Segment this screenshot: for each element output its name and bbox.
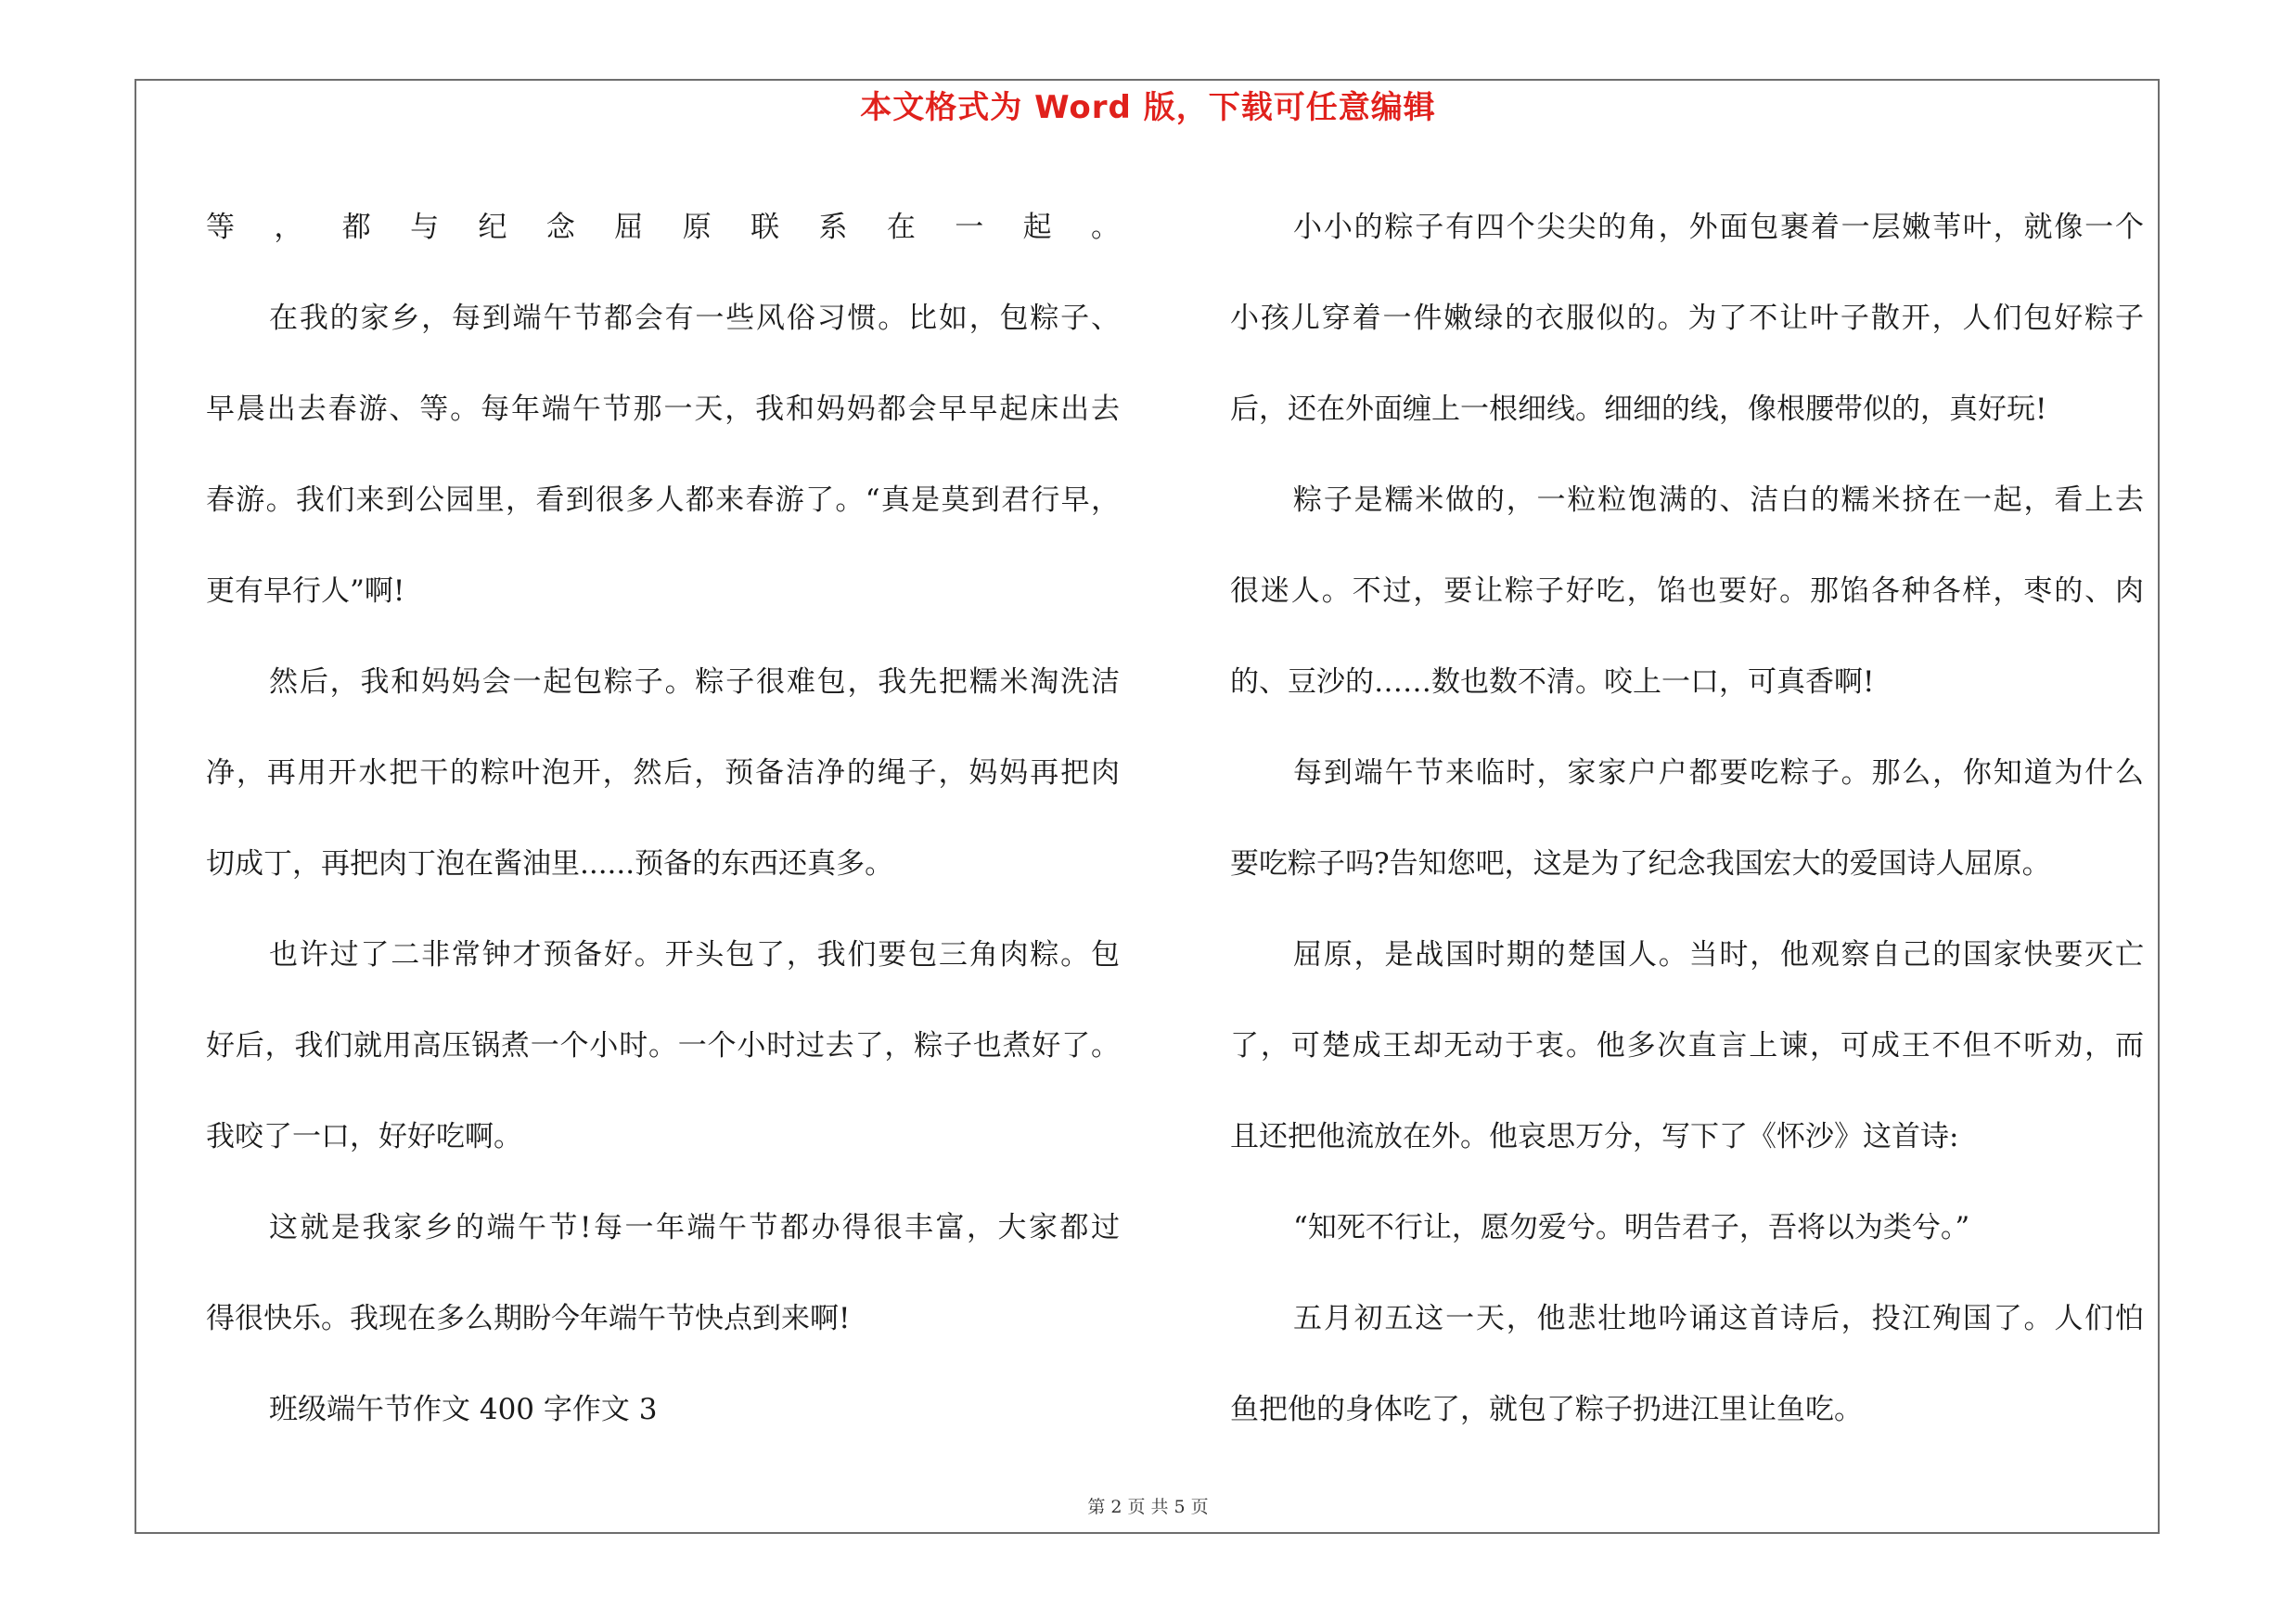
left-column xyxy=(206,182,1120,1455)
text-line: 也许过了二非常钟才预备好。开头包了，我们要包三角肉粽。包 xyxy=(269,938,1120,972)
text-line: 鱼把他的身体吃了，就包了粽子扔进江里让鱼吃。 xyxy=(1230,1393,1863,1426)
text-line: 在我的家乡，每到端午节都会有一些风俗习惯。比如，包粽子、 xyxy=(269,302,1120,335)
text-line: 好后，我们就用高压锅煮一个小时。一个小时过去了，粽子也煮好了。 xyxy=(206,1029,1120,1063)
text-line: 了，可楚成王却无动于衷。他多次直言上谏，可成王不但不听劝，而 xyxy=(1230,1029,2144,1063)
text-line: 要吃粽子吗?告知您吧，这是为了纪念我国宏大的爱国诗人屈原。 xyxy=(1230,847,2051,881)
text-line: 春游。我们来到公园里，看到很多人都来春游了。“真是莫到君行早， xyxy=(206,483,1120,517)
text-line: 很迷人。不过，要让粽子好吃，馅也要好。那馅各种各样，枣的、肉 xyxy=(1230,574,2144,608)
text-line: 这就是我家乡的端午节!每一年端午节都办得很丰富，大家都过 xyxy=(269,1211,1120,1244)
text-line: 屈原，是战国时期的楚国人。当时，他观察自己的国家快要灭亡 xyxy=(1293,938,2144,972)
poem-quote: “知死不行让，愿勿爱兮。明告君子，吾将以为类兮。” xyxy=(1293,1211,1970,1244)
text-line: 更有早行人”啊! xyxy=(206,574,405,608)
section-heading: 班级端午节作文 400 字作文 3 xyxy=(269,1393,658,1426)
text-line: 小孩儿穿着一件嫩绿的衣服似的。为了不让叶子散开，人们包好粽子 xyxy=(1230,302,2144,335)
text-line: 净，再用开水把干的粽叶泡开，然后，预备洁净的绳子，妈妈再把肉 xyxy=(206,756,1120,790)
text-line: 每到端午节来临时，家家户户都要吃粽子。那么，你知道为什么 xyxy=(1293,756,2144,790)
text-line: 且还把他流放在外。他哀思万分，写下了《怀沙》这首诗: xyxy=(1230,1120,1959,1153)
text-line: 早晨出去春游、等。每年端午节那一天，我和妈妈都会早早起床出去 xyxy=(206,393,1120,426)
text-line: 我咬了一口，好好吃啊。 xyxy=(206,1120,522,1153)
text-line: 后，还在外面缠上一根细线。细细的线，像根腰带似的，真好玩! xyxy=(1230,393,2047,426)
text-line: 的、豆沙的……数也数不清。咬上一口，可真香啊! xyxy=(1230,665,1875,699)
format-notice-text: 本文格式为 Word 版，下载可任意编辑 xyxy=(860,89,1436,126)
text-line: 然后，我和妈妈会一起包粽子。粽子很难包，我先把糯米淘洗洁 xyxy=(269,665,1120,699)
text-line: 小小的粽子有四个尖尖的角，外面包裹着一层嫩苇叶，就像一个 xyxy=(1293,211,2144,244)
right-column xyxy=(1230,182,2144,1455)
page-number: 第 2 页 共 5 页 xyxy=(1087,1497,1209,1517)
text-line: 得很快乐。我现在多么期盼今年端午节快点到来啊! xyxy=(206,1302,851,1335)
text-line: 等，都与纪念屈原联系在一起。 xyxy=(206,211,1120,244)
text-line: 切成丁，再把肉丁泡在酱油里......预备的东西还真多。 xyxy=(206,847,894,881)
text-line: 五月初五这一天，他悲壮地吟诵这首诗后，投江殉国了。人们怕 xyxy=(1293,1302,2144,1335)
text-line: 粽子是糯米做的，一粒粒饱满的、洁白的糯米挤在一起，看上去 xyxy=(1293,483,2144,517)
format-notice xyxy=(0,85,2296,130)
